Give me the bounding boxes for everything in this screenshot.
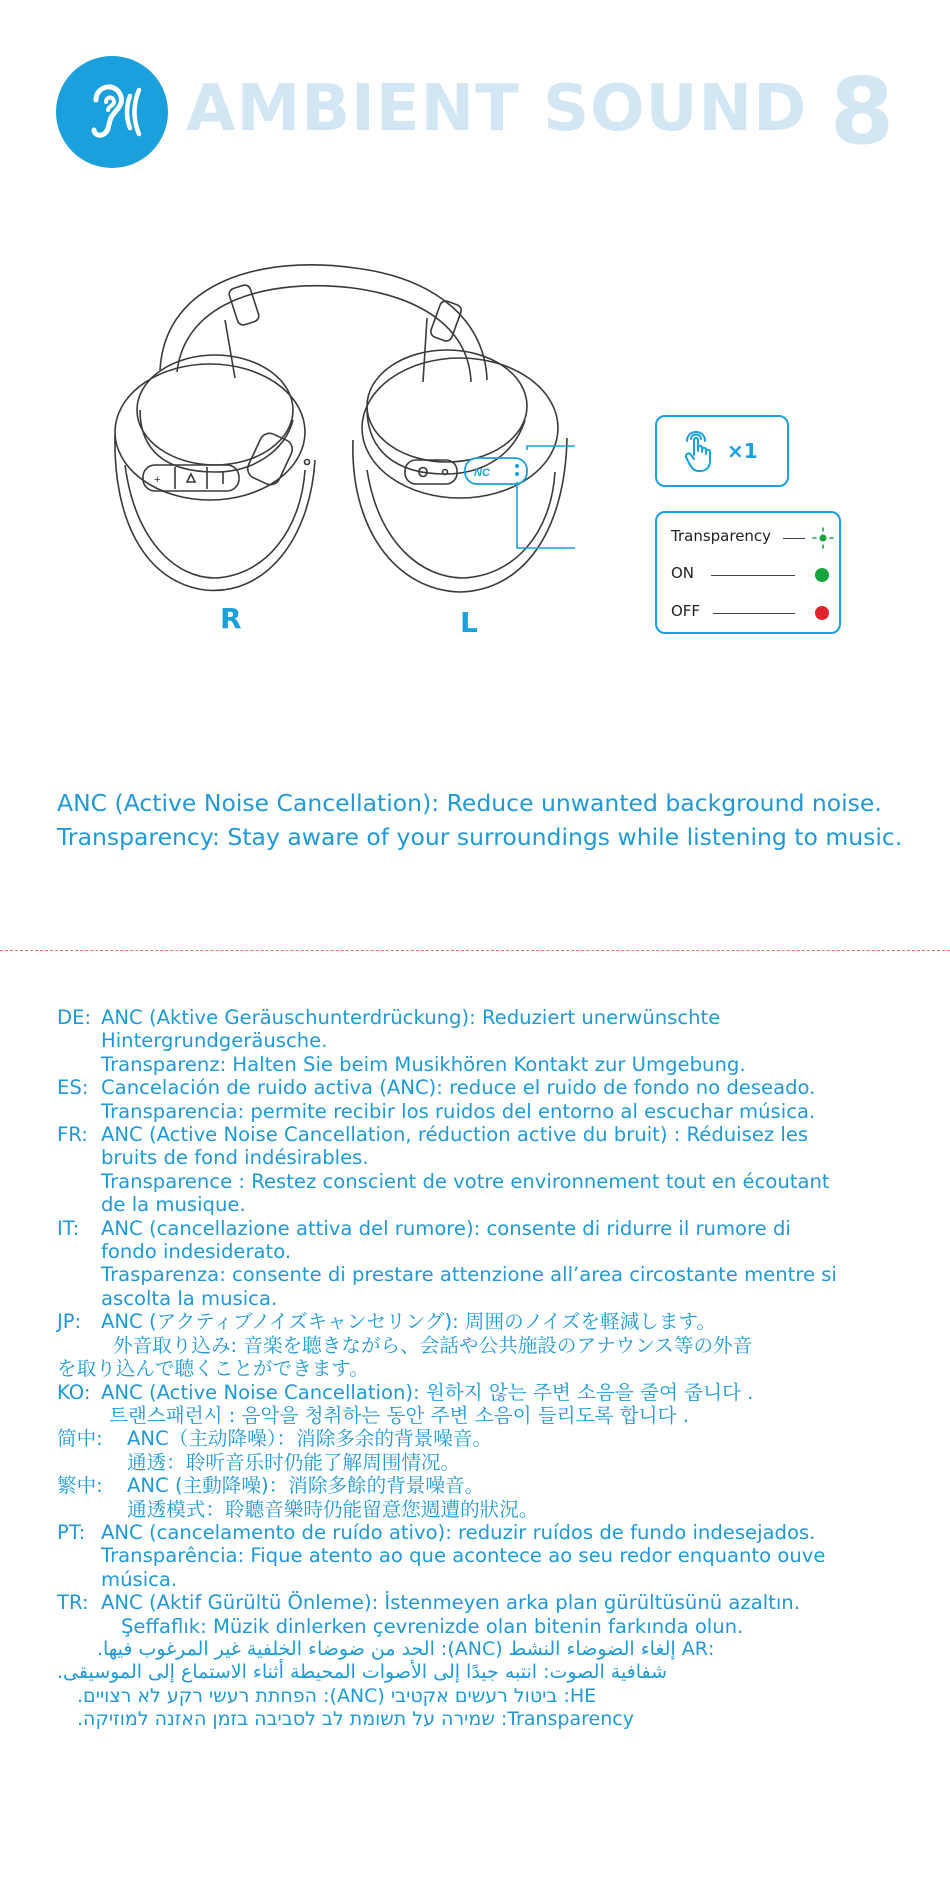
mode-row-on [671,564,831,586]
translation-it [57,1217,937,1311]
translation-line: 通透：聆听音乐时仍能了解周围情况。 [127,1450,461,1474]
translation-fr [57,1123,937,1217]
translation-line: ANC (cancelamento de ruído ativo): reduzir ruídos de fundo indesejados. [101,1520,816,1544]
transparency-description: Transparency: Stay aware of your surroundings while listening to music. [57,823,903,851]
translation-line: Transparencia: permite recibir los ruidos del entorno al escuchar música. [101,1099,816,1123]
translation-ar [57,1638,937,1685]
translation-line: ANC (アクティブノイズキャンセリング): 周囲のノイズを軽減します。 [101,1310,717,1334]
language-code: 简中: [57,1427,103,1451]
cut-line-divider [0,950,950,951]
language-code: TR: [57,1591,89,1615]
press-instruction-box [655,415,789,487]
translation-zh-hans [57,1427,937,1474]
translation-jp [57,1310,937,1380]
translation-line: ANC (Active Noise Cancellation, réduction active du bruit) : Réduisez les [101,1123,809,1147]
translation-line: 外音取り込み: 音楽を聴きながら、会話や公共施設のアナウンス等の外音 [113,1333,753,1357]
translation-line: de la musique. [101,1193,246,1217]
translation-pt [57,1521,937,1591]
translation-line: 트랜스패런시 : 음악을 청취하는 동안 주변 소음이 들리도록 합니다 . [109,1403,689,1427]
translation-ko [57,1381,937,1428]
green-indicator-icon [815,568,829,582]
page-number: 8 [830,58,895,165]
translation-line: Transparência: Fique atento ao que acontece ao seu redor enquanto ouve [101,1544,826,1568]
translations-block [57,1006,937,1732]
tap-hand-icon [683,431,723,473]
translation-line: ANC (Active Noise Cancellation): 원하지 않는 주변 소음을 줄여 줍니다 . [101,1380,754,1404]
translation-line: を取り込んで聴くことができます。 [57,1357,369,1381]
translation-line: Transparenz: Halten Sie beim Musikhören Kontakt zur Umgebung. [101,1052,746,1076]
language-code: KO: [57,1380,91,1404]
translation-line: fondo indesiderato. [101,1240,292,1264]
svg-text:+: + [154,474,161,486]
translation-line: bruits de fond indésirables. [101,1146,369,1170]
translation-line: ascolta la musica. [101,1286,278,1310]
language-code: IT: [57,1216,80,1240]
language-code: FR: [57,1123,88,1147]
translation-line: Trasparenza: consente di prestare attenzione all’area circostante mentre si [101,1263,837,1287]
press-count: ×1 [727,439,758,463]
anc-mode-legend [655,511,841,634]
anc-description: ANC (Active Noise Cancellation): Reduce unwanted background noise. [57,789,882,817]
translation-line: :AR إلغاء الضوضاء النشط (ANC): الحد من ضوضاء الخلفية غير المرغوب فيها. [97,1637,715,1660]
translation-line: ANC (Aktif Gürültü Önleme): İstenmeyen arka plan gürültüsünü azaltın. [101,1591,800,1615]
nc-button-label: NC [474,467,490,479]
translation-line: 通透模式：聆聽音樂時仍能留意您週遭的狀況。 [127,1497,539,1521]
blinking-green-indicator-icon [812,527,834,549]
translation-line: ANC (cancellazione attiva del rumore): consente di ridurre il rumore di [101,1216,791,1240]
translation-he [57,1685,937,1732]
translation-line: Şeffaflık: Müzik dinlerken çevrenizde olan bitenin farkında olun. [121,1614,744,1638]
mode-label: OFF [671,602,701,620]
headphones-illustration [105,260,575,630]
translation-line: ANC (Aktive Geräuschunterdrückung): Reduziert unerwünschte [101,1006,721,1029]
red-indicator-icon [815,606,829,620]
translation-line: música. [101,1567,178,1591]
translation-line: ANC (主動降噪)：消除多餘的背景噪音。 [127,1474,485,1498]
translation-de [57,1006,937,1076]
translation-line: شفافية الصوت: انتبه جيدًا إلى الأصوات المحيطة أثناء الاستماع إلى الموسيقى. [57,1661,668,1684]
language-code: ES: [57,1076,89,1100]
mode-row-transparency [671,527,831,549]
feature-description [57,786,917,854]
mode-label: Transparency [671,527,772,545]
translation-line: ANC（主动降噪）：消除多余的背景噪音。 [127,1427,493,1451]
language-code: PT: [57,1520,86,1544]
left-side-label: L [460,606,478,639]
translation-zh-hant [57,1474,937,1521]
translation-line: Transparence : Restez conscient de votre environnement tout en écoutant [101,1169,830,1193]
language-code: 繁中: [57,1474,103,1498]
mode-row-off [671,602,831,624]
ambient-sound-ear-icon [56,56,168,168]
translation-line: Transparency: שמירה על תשומת לב לסביבה בזמן האזנה למוזיקה. [77,1708,634,1731]
mode-label: ON [671,564,695,582]
language-code: DE: [57,1006,92,1029]
right-side-label: R [220,602,242,635]
translation-line: HE: ביטול רעשים אקטיבי (ANC): הפחתת רעשי רקע לא רצויים. [77,1684,597,1707]
translation-es [57,1076,937,1123]
translation-line: Cancelación de ruido activa (ANC): reduce el ruido de fondo no deseado. [101,1076,816,1100]
language-code: JP: [57,1310,82,1334]
translation-tr [57,1591,937,1638]
translation-line: Hintergrundgeräusche. [101,1029,328,1053]
page-title: AMBIENT SOUND [186,72,808,146]
